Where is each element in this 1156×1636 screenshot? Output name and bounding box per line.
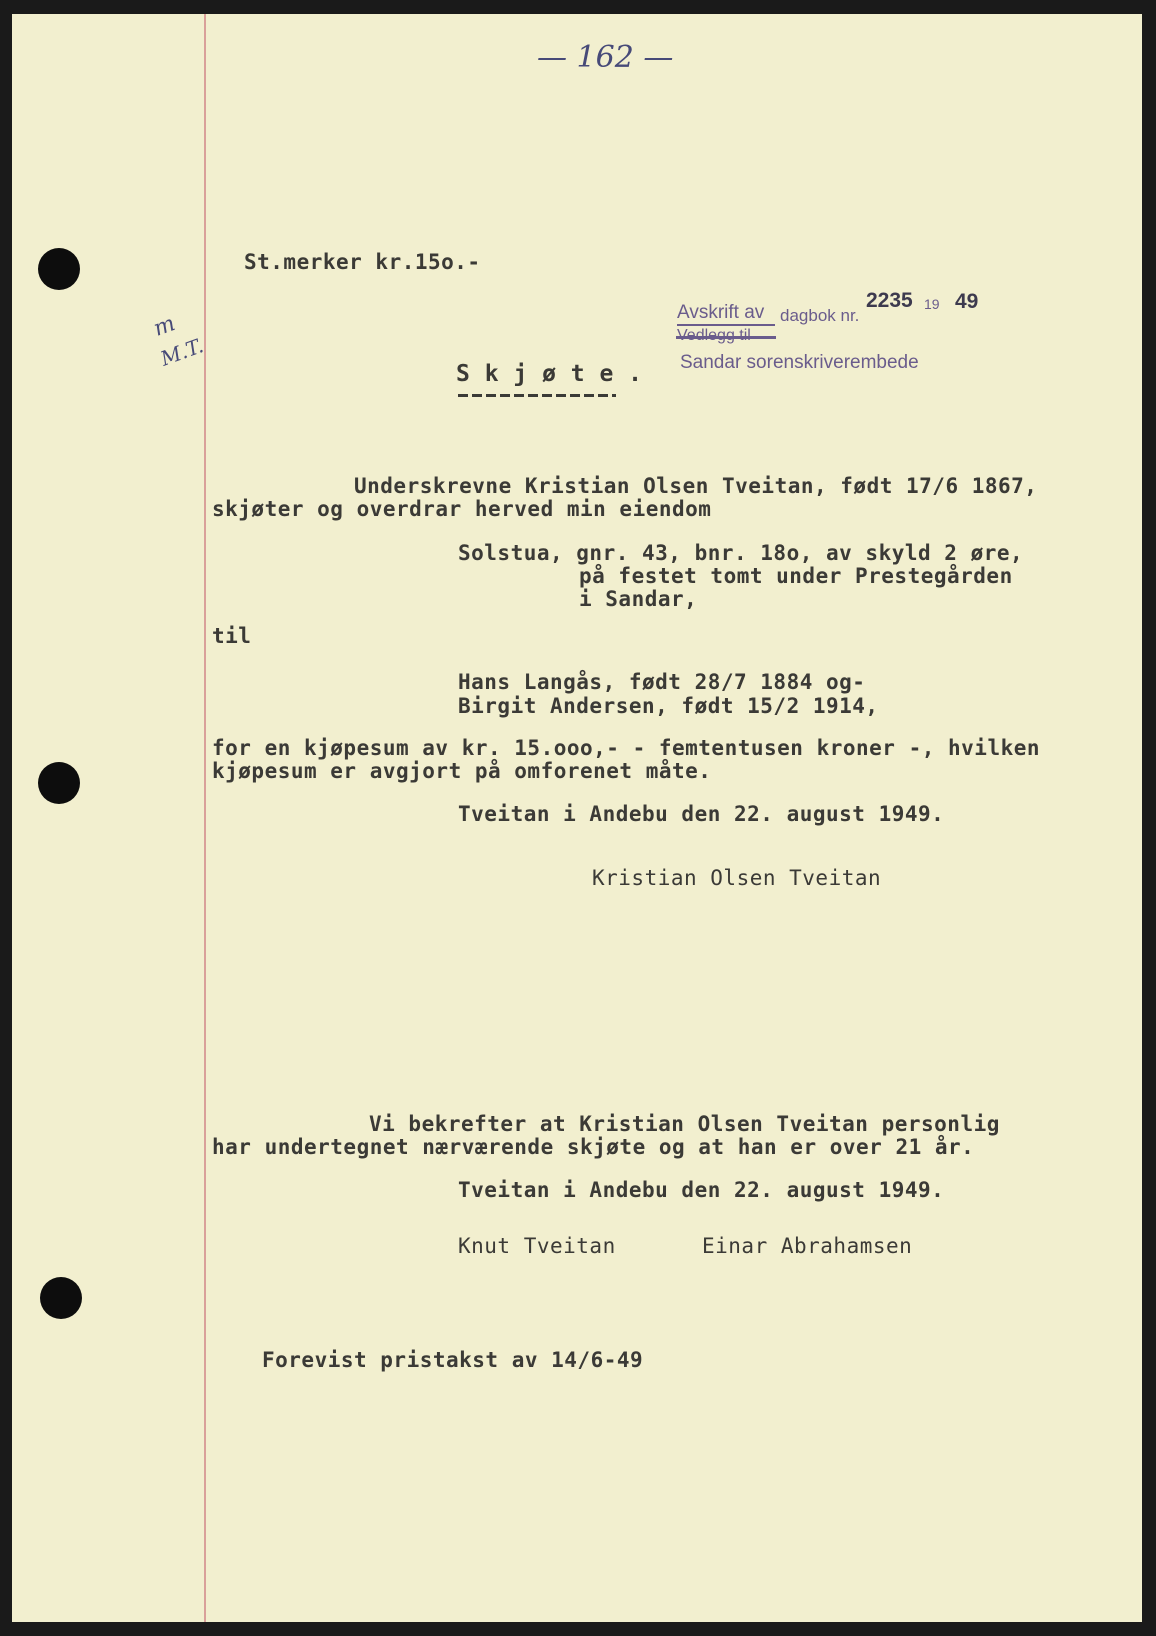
witness-statement-2: har undertegnet nærværende skjøte og at han er over 21 år. bbox=[212, 1135, 975, 1159]
til-label: til bbox=[212, 624, 252, 648]
stamp-year: 49 bbox=[955, 290, 979, 313]
property-line-3: i Sandar, bbox=[579, 587, 698, 611]
stamp-office: Sandar sorenskriverembede bbox=[680, 352, 919, 373]
document-page bbox=[12, 14, 1142, 1622]
witness-name-1: Knut Tveitan bbox=[458, 1234, 616, 1258]
stamp-line1-prefix: Avskrift av bbox=[677, 302, 765, 323]
buyer-2: Birgit Andersen, født 15/2 1914, bbox=[458, 694, 879, 718]
property-line-2: på festet tomt under Prestegården bbox=[579, 564, 1013, 588]
punch-hole bbox=[40, 1277, 82, 1319]
conveyance-line: skjøter og overdrar herved min eiendom bbox=[212, 497, 712, 521]
margin-note: M.T. bbox=[157, 333, 207, 371]
price-assessment-note: Forevist pristakst av 14/6-49 bbox=[262, 1348, 644, 1372]
stamp-year-prefix: 19 bbox=[924, 296, 940, 312]
title-underline bbox=[458, 394, 616, 397]
price-line-1: for en kjøpesum av kr. 15.ooo,- - femtentusen kroner -, hvilken bbox=[212, 736, 1041, 760]
folio-number: — 162 — bbox=[537, 40, 674, 75]
stamp-strikethrough bbox=[676, 336, 776, 339]
signer-name: Kristian Olsen Tveitan bbox=[592, 866, 882, 890]
stamp-line1-mid: dagbok nr. bbox=[780, 306, 860, 325]
place-date-1: Tveitan i Andebu den 22. august 1949. bbox=[458, 802, 945, 826]
punch-hole bbox=[38, 248, 80, 290]
stamp-duty: St.merker kr.15o.- bbox=[244, 250, 481, 274]
punch-hole bbox=[38, 762, 80, 804]
stamp-number: 2235 bbox=[866, 289, 913, 312]
margin-note: m bbox=[150, 311, 179, 342]
stamp-underline bbox=[677, 324, 775, 326]
place-date-2: Tveitan i Andebu den 22. august 1949. bbox=[458, 1178, 945, 1202]
witness-name-2: Einar Abrahamsen bbox=[702, 1234, 913, 1258]
buyer-1: Hans Langås, født 28/7 1884 og- bbox=[458, 670, 866, 694]
grantor-line: Underskrevne Kristian Olsen Tveitan, født 17/6 1867, bbox=[354, 474, 1038, 498]
property-line-1: Solstua, gnr. 43, bnr. 18o, av skyld 2 øre, bbox=[458, 541, 1024, 565]
margin-rule bbox=[204, 14, 206, 1622]
witness-statement-1: Vi bekrefter at Kristian Olsen Tveitan personlig bbox=[369, 1112, 1000, 1136]
document-title: S k j ø t e . bbox=[456, 361, 643, 387]
price-line-2: kjøpesum er avgjort på omforenet måte. bbox=[212, 759, 712, 783]
